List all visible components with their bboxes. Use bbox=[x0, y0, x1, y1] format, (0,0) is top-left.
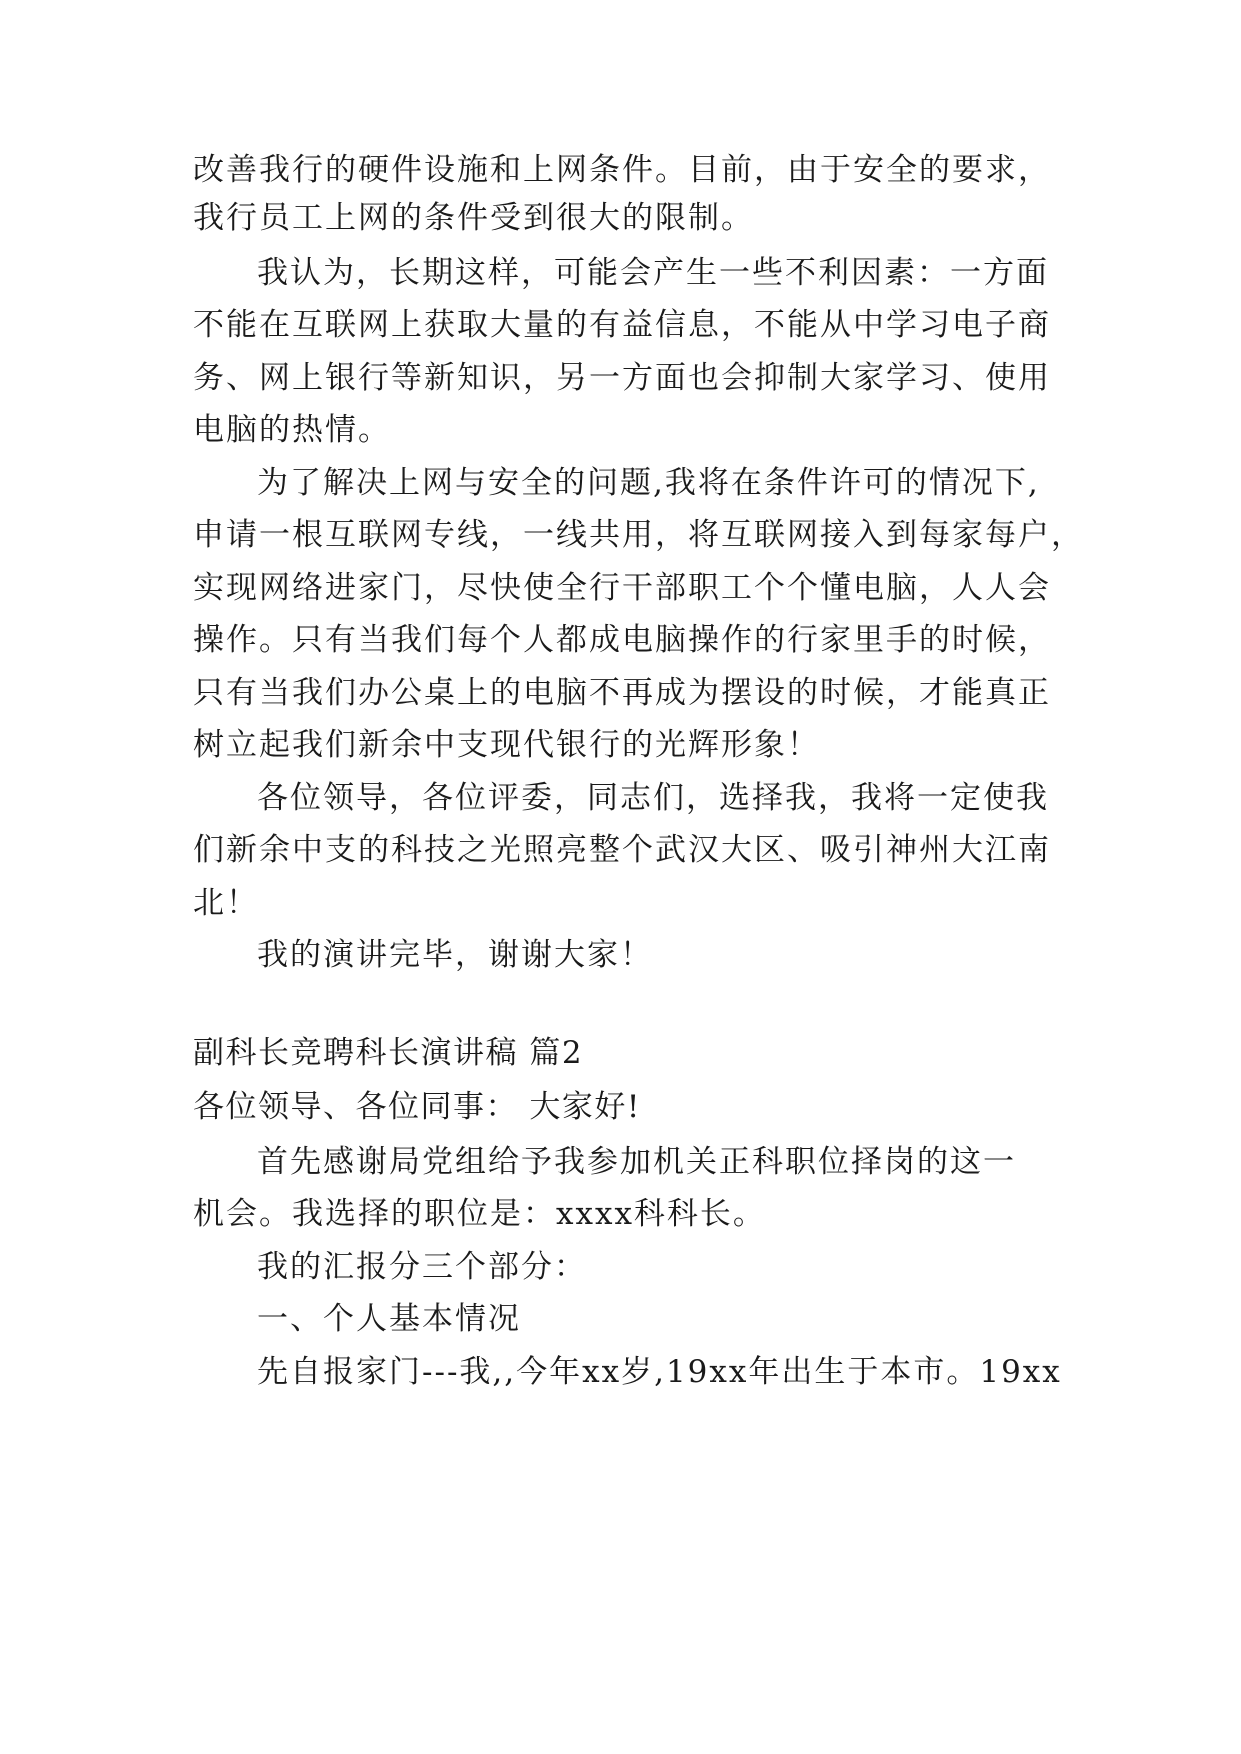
body-text-line: 不能在互联网上获取大量的有益信息，不能从中学习电子商 bbox=[193, 307, 1051, 343]
body-text-line: 们新余中支的科技之光照亮整个武汉大区、吸引神州大江南 bbox=[193, 832, 1051, 868]
paragraph-start-line: 首先感谢局党组给予我参加机关正科职位择岗的这一 bbox=[257, 1144, 1016, 1180]
body-text-line: 电脑的热情。 bbox=[193, 412, 391, 448]
section-heading: 副科长竞聘科长演讲稿 篇2 bbox=[193, 1035, 584, 1071]
body-text-line: 务、网上银行等新知识，另一方面也会抑制大家学习、使用 bbox=[193, 360, 1051, 396]
paragraph-start-line: 我认为，长期这样，可能会产生一些不利因素：一方面 bbox=[257, 255, 1049, 291]
body-text-line: 机会。我选择的职位是：xxxx科科长。 bbox=[193, 1196, 766, 1232]
paragraph-start-line: 先自报家门---我,,今年xx岁,19xx年出生于本市。19xx bbox=[257, 1354, 1062, 1390]
paragraph-start-line: 我的汇报分三个部分： bbox=[257, 1249, 587, 1285]
body-text-line: 申请一根互联网专线，一线共用，将互联网接入到每家每户， bbox=[193, 517, 1084, 553]
body-text-line: 树立起我们新余中支现代银行的光辉形象！ bbox=[193, 727, 820, 763]
salutation-line: 各位领导、各位同事： 大家好! bbox=[193, 1089, 641, 1125]
paragraph-start-line: 各位领导，各位评委，同志们，选择我，我将一定使我 bbox=[257, 780, 1049, 816]
body-text-line: 改善我行的硬件设施和上网条件。目前，由于安全的要求， bbox=[193, 152, 1051, 188]
body-text-line: 实现网络进家门，尽快使全行干部职工个个懂电脑，人人会 bbox=[193, 570, 1051, 606]
body-text-line: 我行员工上网的条件受到很大的限制。 bbox=[193, 200, 754, 236]
body-text-line: 操作。只有当我们每个人都成电脑操作的行家里手的时候， bbox=[193, 622, 1051, 658]
paragraph-start-line: 为了解决上网与安全的问题,我将在条件许可的情况下, bbox=[257, 465, 1040, 501]
body-text-line: 北！ bbox=[193, 885, 259, 921]
body-text-line: 只有当我们办公桌上的电脑不再成为摆设的时候，才能真正 bbox=[193, 675, 1051, 711]
paragraph-start-line: 我的演讲完毕，谢谢大家！ bbox=[257, 937, 653, 973]
subsection-heading: 一、个人基本情况 bbox=[257, 1301, 521, 1337]
